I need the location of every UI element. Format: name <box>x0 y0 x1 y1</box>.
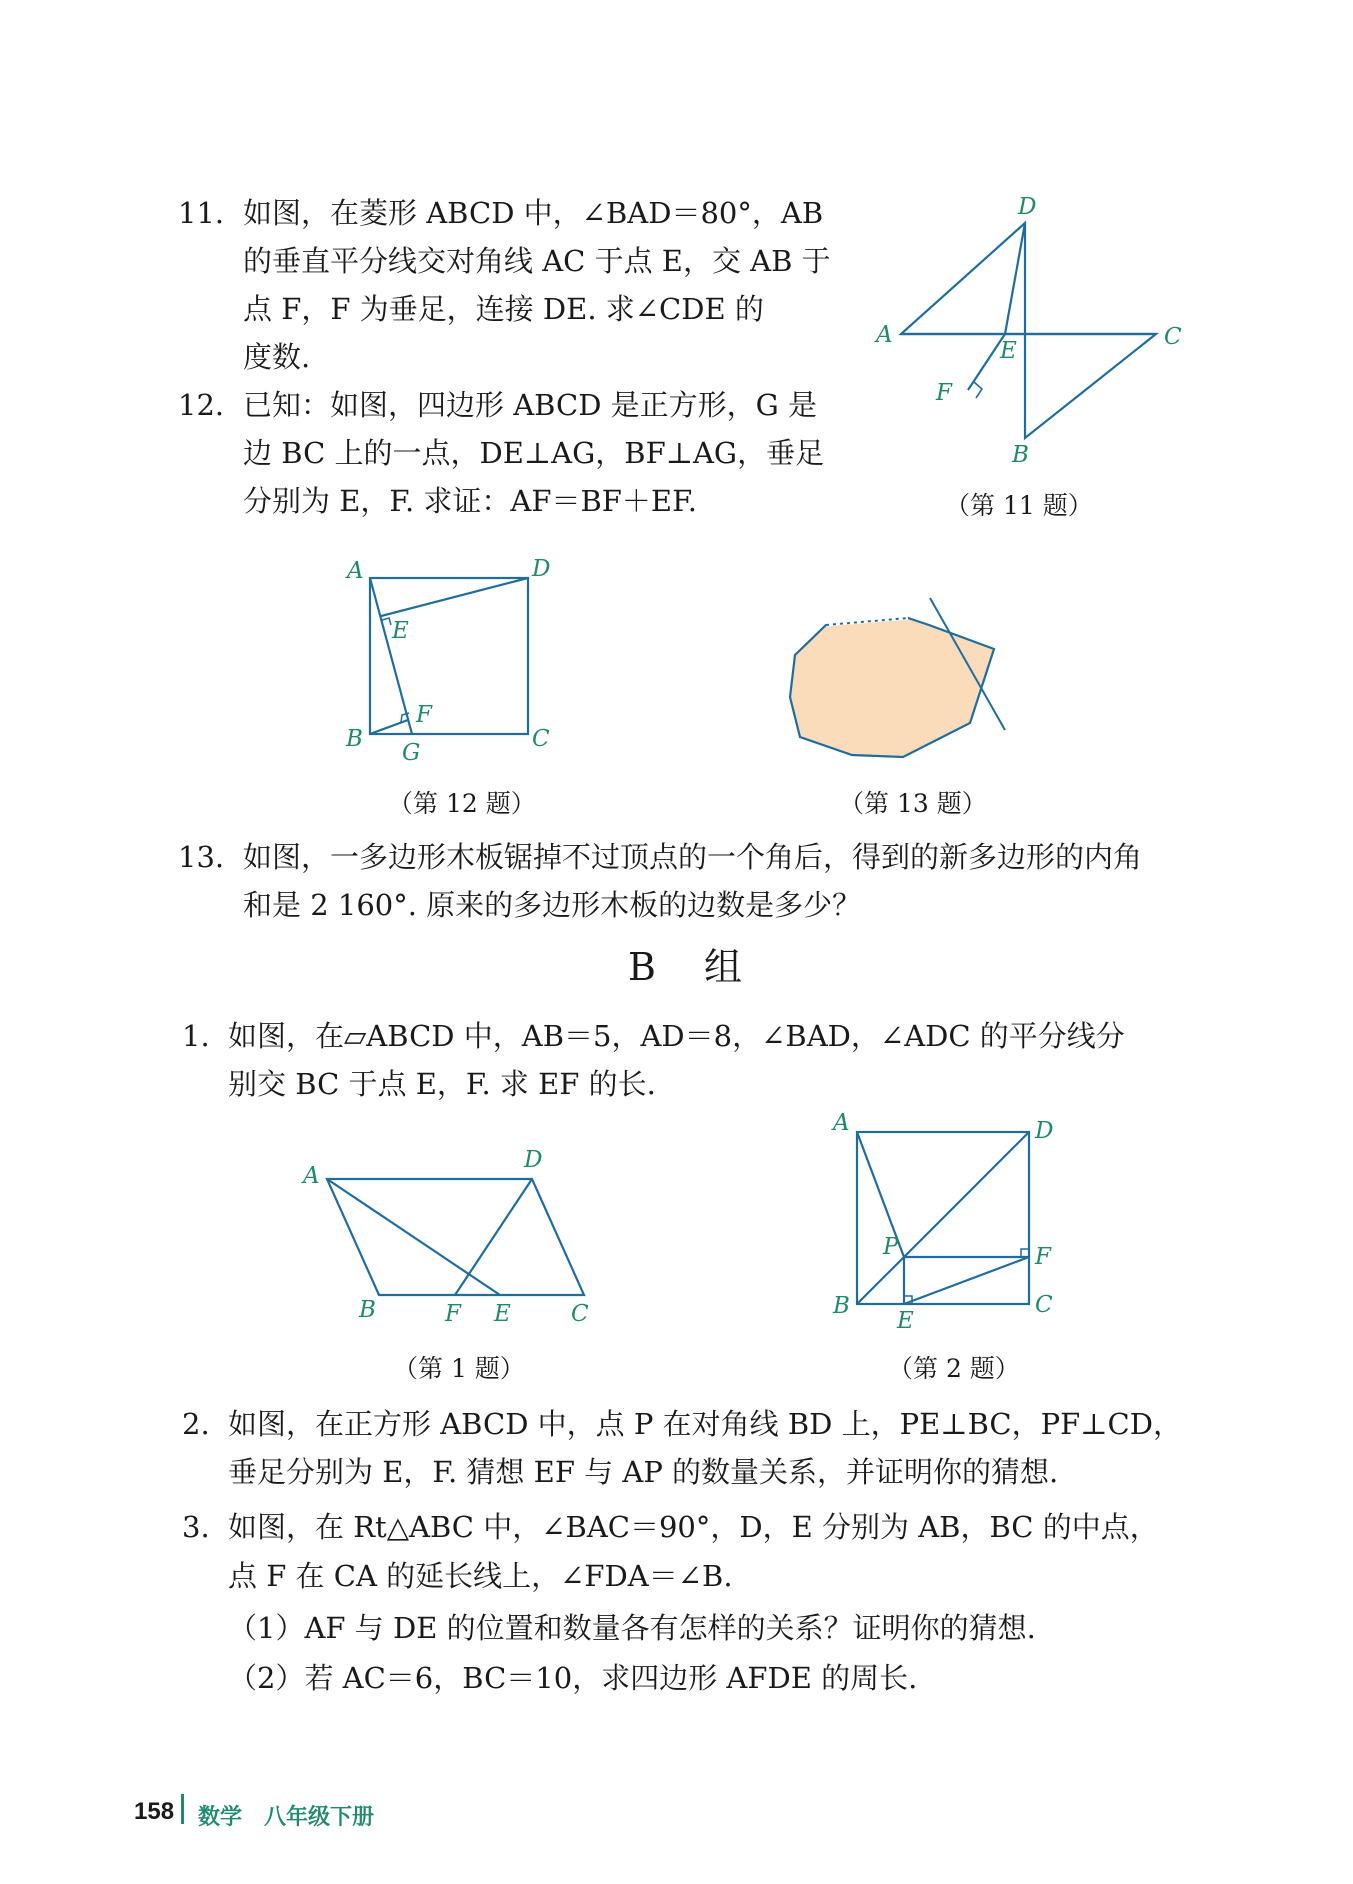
problem-b2-number: 2. <box>182 1407 210 1441</box>
label-d: D <box>524 1147 543 1173</box>
problem-b3-line-2: 点 F 在 CA 的延长线上，∠FDA＝∠B. <box>228 1559 733 1593</box>
problem-11-line-2: 的垂直平分线交对角线 AC 于点 E，交 AB 于 <box>243 244 831 278</box>
problem-12-number: 12. <box>178 388 225 422</box>
label-b: B <box>833 1293 850 1319</box>
problem-b3-line-1: 如图，在 Rt△ABC 中，∠BAC＝90°，D，E 分别为 AB，BC 的中点， <box>228 1510 1159 1544</box>
label-a: A <box>303 1163 320 1189</box>
label-f: F <box>1035 1244 1051 1270</box>
diagonal-bd <box>857 1132 1029 1304</box>
caption-figure-12: （第 12 题） <box>388 789 536 818</box>
figure-b1-parallelogram <box>295 1145 605 1335</box>
label-b: B <box>1012 442 1029 468</box>
problem-b2-line-2: 垂足分别为 E，F. 猜想 EF 与 AP 的数量关系，并证明你的猜想. <box>228 1455 1059 1489</box>
problem-b1-line-1: 如图，在▱ABCD 中，AB＝5，AD＝8，∠BAD，∠ADC 的平分线分 <box>228 1019 1125 1053</box>
problem-13-line-1: 如图，一多边形木板锯掉不过顶点的一个角后，得到的新多边形的内角 <box>243 840 1143 874</box>
problem-13-number: 13. <box>178 840 225 874</box>
label-d: D <box>1018 194 1037 220</box>
problem-b2-line-1: 如图，在正方形 ABCD 中，点 P 在对角线 BD 上，PE⊥BC，PF⊥CD， <box>228 1407 1182 1441</box>
caption-figure-b2: （第 2 题） <box>888 1354 1020 1383</box>
label-p: P <box>883 1234 899 1260</box>
label-a: A <box>876 322 893 348</box>
right-angle-mark-f <box>974 382 982 398</box>
segment-de <box>381 578 528 616</box>
figure-12-square <box>340 550 560 770</box>
section-b-heading: B 组 <box>628 945 761 989</box>
label-a: A <box>833 1110 850 1136</box>
parallelogram-abcd <box>327 1179 584 1295</box>
polygon-board <box>790 618 994 757</box>
problem-12-line-2: 边 BC 上的一点，DE⊥AG，BF⊥AG，垂足 <box>243 436 825 470</box>
label-g: G <box>402 740 421 766</box>
problem-11-line-4: 度数. <box>243 340 311 374</box>
segment-ef <box>904 1257 1029 1304</box>
label-d: D <box>532 556 551 582</box>
problem-12-line-1: 已知：如图，四边形 ABCD 是正方形，G 是 <box>243 388 818 422</box>
label-f: F <box>445 1301 461 1327</box>
bisector-df <box>455 1179 532 1295</box>
problem-12-line-3: 分别为 E，F. 求证：AF＝BF＋EF. <box>243 484 697 518</box>
footer-divider <box>181 1794 184 1824</box>
caption-figure-b1: （第 1 题） <box>393 1354 525 1383</box>
figure-b2-square <box>825 1108 1075 1338</box>
square-abcd <box>370 578 528 734</box>
problem-11-line-1: 如图，在菱形 ABCD 中，∠BAD＝80°，AB <box>243 196 824 230</box>
figure-11-rhombus <box>870 190 1190 470</box>
label-b: B <box>359 1297 376 1323</box>
problem-b3-number: 3. <box>182 1510 210 1544</box>
label-d: D <box>1035 1118 1054 1144</box>
problem-b3-sub-1: （1）AF 与 DE 的位置和数量各有怎样的关系？证明你的猜想. <box>228 1611 1036 1645</box>
label-e: E <box>392 618 409 644</box>
label-c: C <box>532 726 550 752</box>
segment-ag <box>370 578 412 734</box>
right-angle-mark-f <box>1021 1249 1029 1257</box>
label-e: E <box>494 1301 511 1327</box>
caption-figure-11: （第 11 题） <box>945 491 1093 520</box>
problem-b1-line-2: 别交 BC 于点 E，F. 求 EF 的长. <box>228 1067 656 1101</box>
label-f: F <box>416 702 432 728</box>
segment-bf <box>370 720 408 734</box>
label-c: C <box>571 1301 589 1327</box>
problem-11-number: 11. <box>178 196 225 230</box>
problem-b3-sub-2: （2）若 AC＝6，BC＝10，求四边形 AFDE 的周长. <box>228 1661 918 1695</box>
figure-13-polygon-board <box>780 585 1020 785</box>
problem-b1-number: 1. <box>182 1019 210 1053</box>
label-c: C <box>1035 1292 1053 1318</box>
page-number: 158 <box>134 1798 175 1825</box>
label-c: C <box>1164 324 1182 350</box>
footer-book-title: 数学 八年级下册 <box>198 1805 375 1830</box>
label-b: B <box>346 726 363 752</box>
label-a: A <box>347 558 364 584</box>
label-f: F <box>936 380 952 406</box>
label-e: E <box>1000 338 1017 364</box>
problem-13-line-2: 和是 2 160°. 原来的多边形木板的边数是多少？ <box>243 888 862 922</box>
caption-figure-13: （第 13 题） <box>839 789 987 818</box>
label-e: E <box>897 1308 914 1334</box>
problem-11-line-3: 点 F，F 为垂足，连接 DE. 求∠CDE 的 <box>243 292 764 326</box>
